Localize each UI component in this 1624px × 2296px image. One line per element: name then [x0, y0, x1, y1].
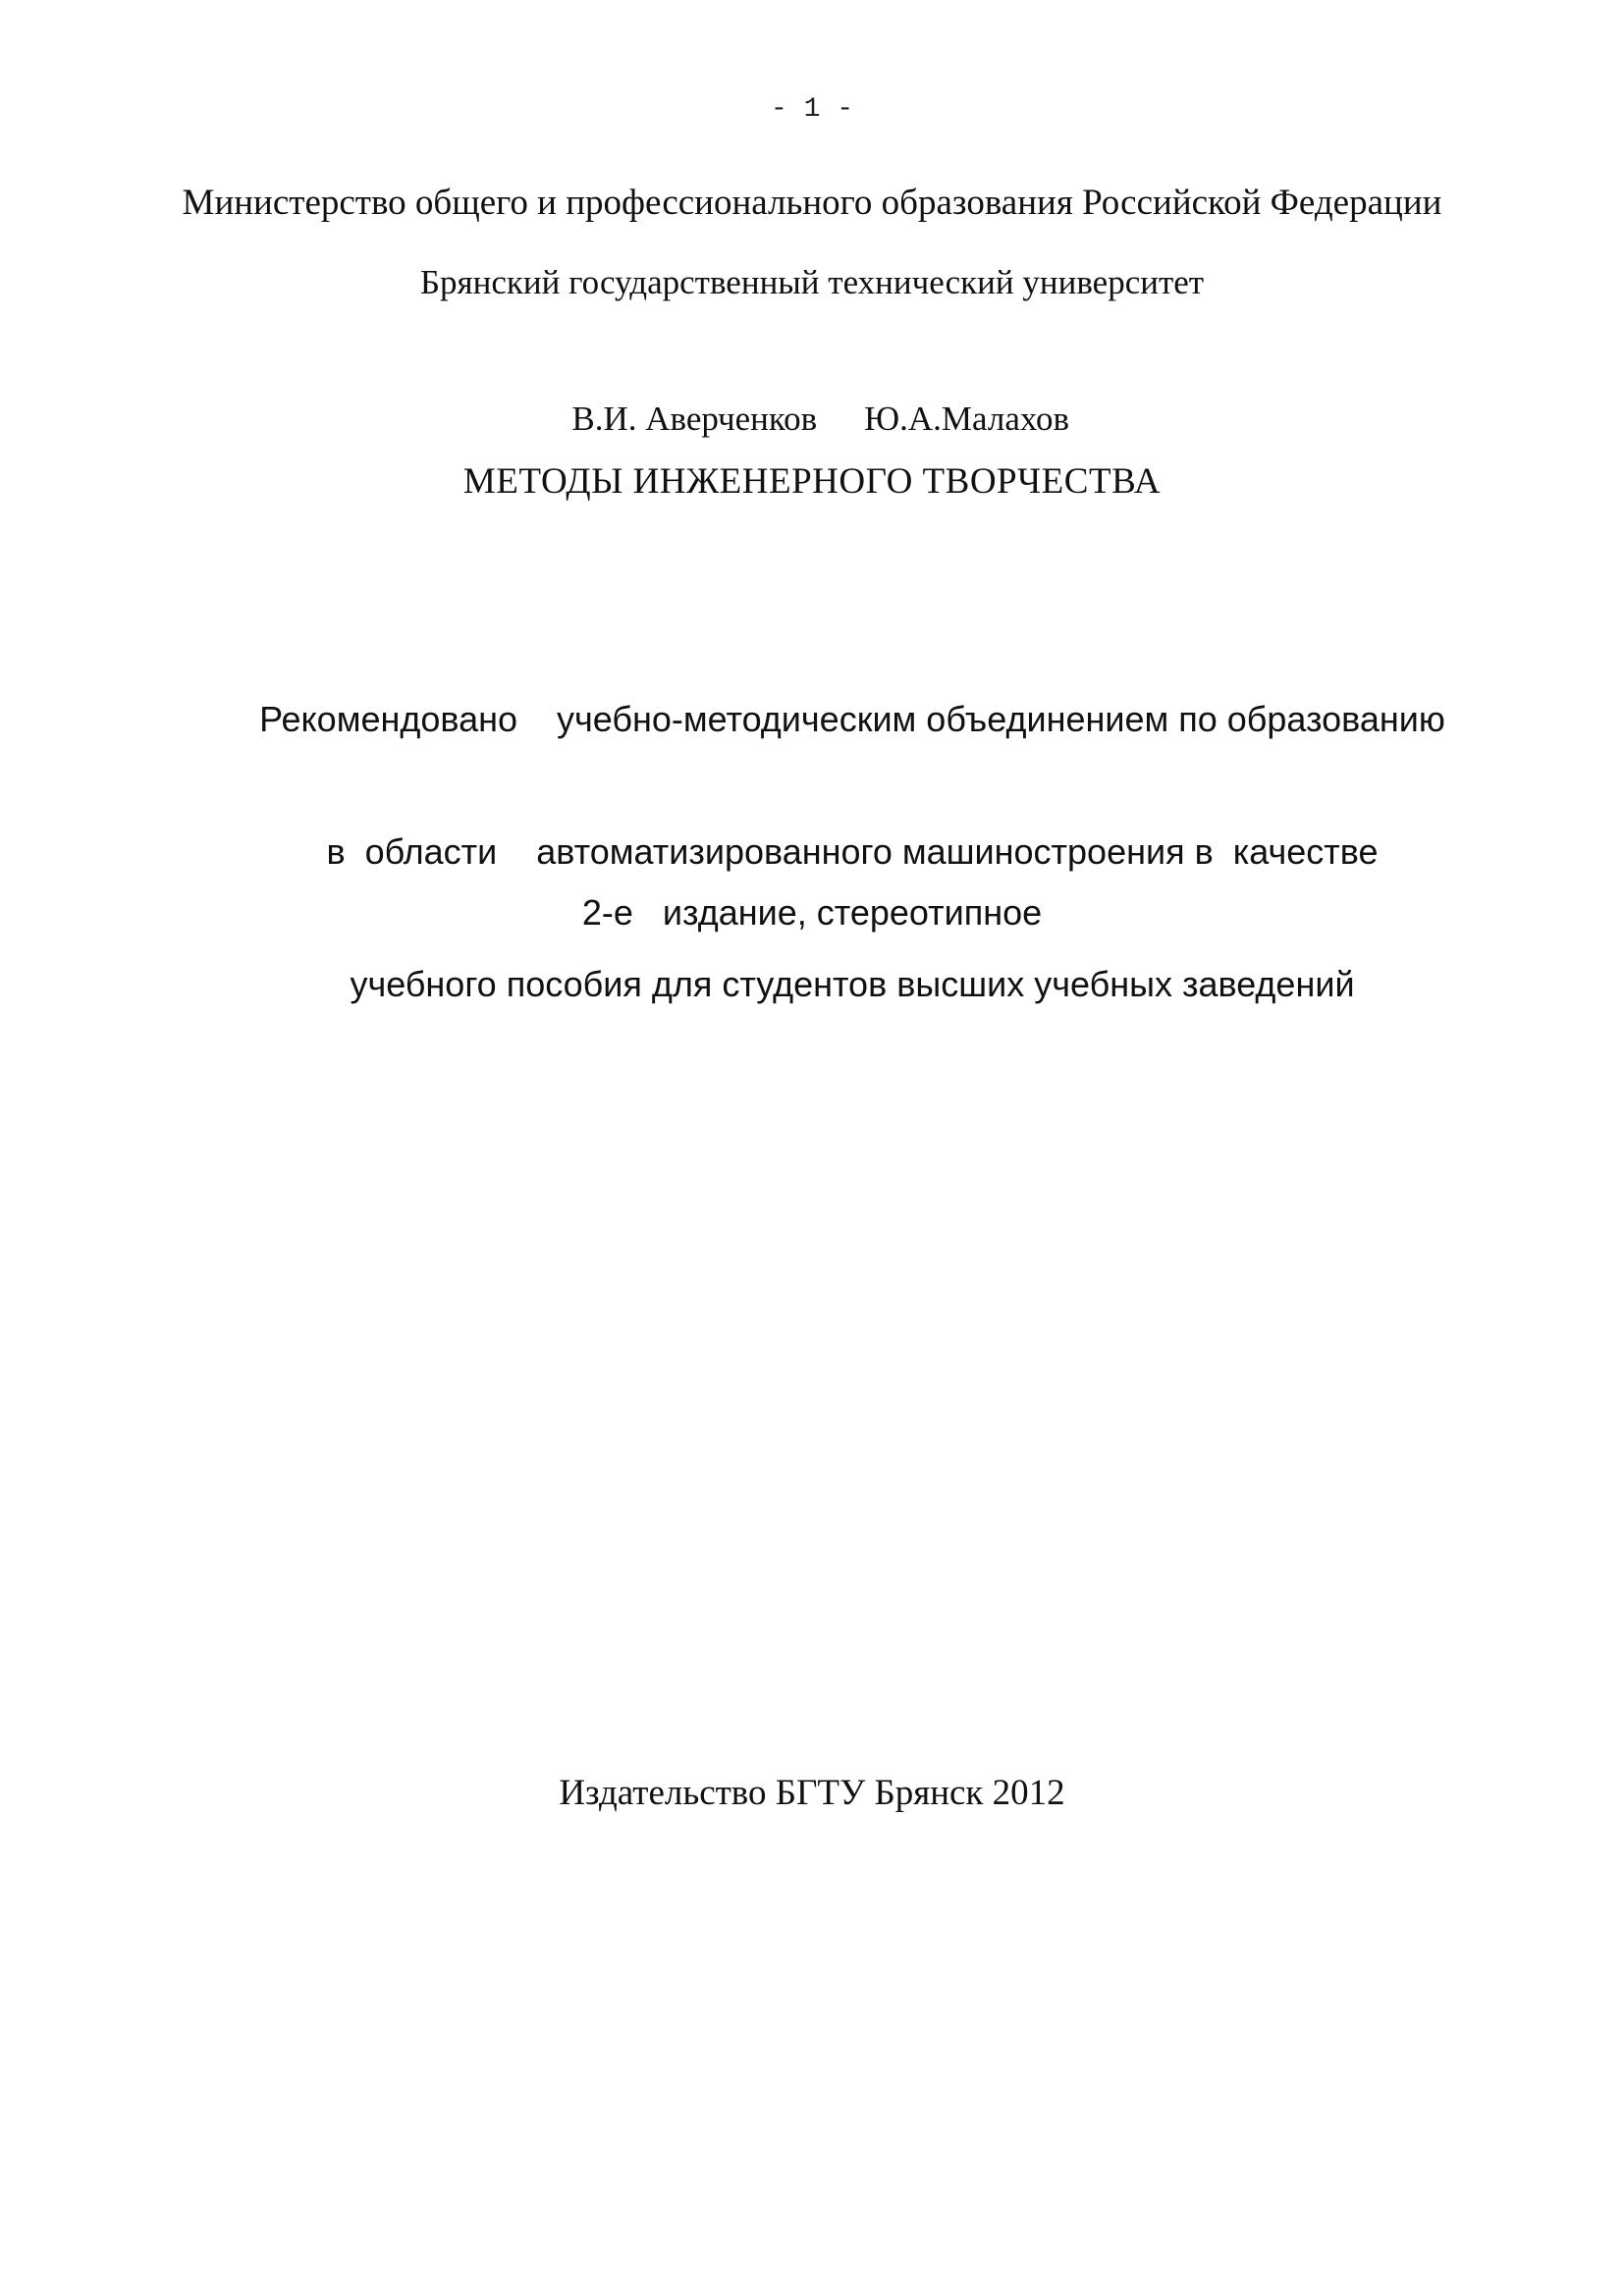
- recommendation-line: в области автоматизированного машиностроения в качестве: [326, 831, 1379, 872]
- edition-note: 2-е издание, стереотипное: [581, 892, 1043, 933]
- ministry-name: Министерство общего и профессионального образования Российской Федерации: [182, 183, 1442, 223]
- recommendation-line: учебного пособия для студентов высших учебных заведений: [350, 964, 1355, 1004]
- university-name: Брянский государственный технический университет: [419, 263, 1205, 301]
- authors: [0, 367, 1624, 436]
- recommendation-note: [165, 609, 1540, 1050]
- page-number: - 1 -: [770, 94, 853, 125]
- publisher-imprint: Издательство БГТУ Брянск 2012: [559, 1773, 1065, 1813]
- author-averchenkov: В.И. Аверченков: [571, 400, 818, 438]
- author-malakhov: Ю.А.Малахов: [864, 400, 1070, 438]
- recommendation-line: Рекомендовано учебно-методическим объединением по образованию: [259, 699, 1445, 739]
- book-title: МЕТОДЫ ИНЖЕНЕРНОГО ТВОРЧЕСТВА: [462, 461, 1162, 502]
